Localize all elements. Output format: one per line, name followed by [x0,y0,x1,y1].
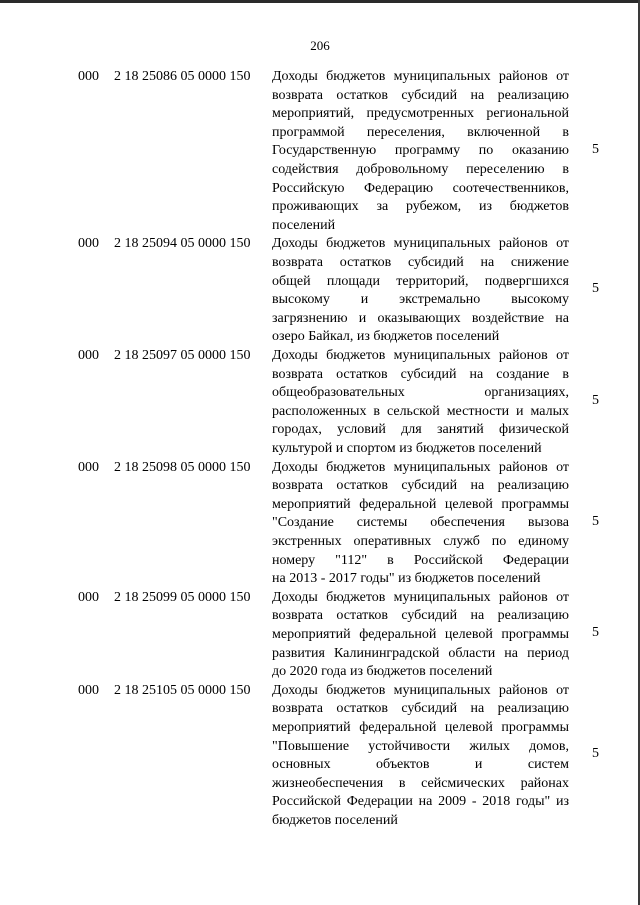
income-name-line: поселений [272,217,336,233]
income-name-line: мероприятий, предусмотренных региональной [272,106,569,122]
income-name-line: возврата остатков субсидий на реализацию [272,478,569,494]
distribution-norm: 5 [592,625,599,641]
income-name-line: основных объектов и систем [272,757,569,773]
income-name-line: высокому и экстремально высокому [272,292,569,308]
income-name-line: возврата остатков субсидий на реализацию [272,87,569,103]
income-name-line: Доходы бюджетов муниципальных районов от [272,236,569,252]
income-name-line: возврата остатков субсидий на реализацию [272,608,569,624]
distribution-norm: 5 [592,513,599,529]
income-name-line: "Создание системы обеспечения вызова [272,515,569,531]
income-name-line: Российскую Федерацию соотечественников, [272,180,569,196]
income-name-line: программой переселения, включенной в [272,124,569,140]
table-row [0,68,640,235]
income-name-line: развития Калининградской области на период [272,645,569,661]
income-name-line: Доходы бюджетов муниципальных районов от [272,69,569,84]
income-name-line: загрязнению и оказывающих воздействие на [272,310,569,326]
income-name [272,459,569,589]
page-number: 206 [310,38,330,53]
income-name-line: Доходы бюджетов муниципальных районов от [272,682,569,698]
admin-code: 000 [78,682,99,698]
admin-code: 000 [78,459,99,475]
income-name-line: Доходы бюджетов муниципальных районов от [272,589,569,605]
income-name-line: бюджетов поселений [272,812,398,828]
income-name-line: содействия добровольному переселению в [272,161,569,177]
income-name-line: возврата остатков субсидий на снижение [272,254,569,270]
income-name-line: расположенных в сельской местности и малых [272,403,569,419]
income-name-line: возврата остатков субсидий на создание в [272,366,569,382]
income-name-line: Государственную программу по оказанию [272,143,569,159]
income-name-line: экстренных оперативных служб по единому [272,533,569,549]
admin-code: 000 [78,348,99,363]
income-name-line: Доходы бюджетов муниципальных районов от [272,459,569,475]
income-name-line: жизнеобеспечения в сейсмических районах [272,775,569,791]
income-name-line: до 2020 года из бюджетов поселений [272,664,493,680]
income-name-line: общеобразовательных организациях, [272,385,569,401]
income-name [272,589,569,682]
income-name-line: Российской Федерации на 2009 - 2018 годы" из [272,794,569,810]
admin-code: 000 [78,69,99,84]
income-name-line: общей площади территорий, подвергшихся [272,273,569,289]
income-name [272,682,569,831]
table-row [0,682,640,831]
income-name-line: номеру "112" в Российской Федерации [272,552,569,568]
budget-classification-code: 2 18 25105 05 0000 150 [114,682,251,698]
budget-classification-code: 2 18 25099 05 0000 150 [114,589,251,605]
budget-classification-code: 2 18 25086 05 0000 150 [114,69,251,84]
income-name-line: проживающих за рубежом, из бюджетов [272,199,569,215]
table-row [0,459,640,589]
distribution-norm: 5 [592,392,599,408]
income-name [272,235,569,347]
income-name-line: озеро Байкал, из бюджетов поселений [272,329,500,345]
table-row [0,235,640,347]
distribution-norm: 5 [592,281,599,297]
income-name-line: мероприятий федеральной целевой программы [272,496,569,512]
income-name-line: культурой и спортом из бюджетов поселений [272,440,542,456]
admin-code: 000 [78,589,99,605]
table-row [0,589,640,682]
distribution-norm: 5 [592,141,599,157]
income-name-line: городах, условий для занятий физической [272,422,569,438]
budget-classification-code: 2 18 25098 05 0000 150 [114,459,251,475]
income-name [272,68,569,235]
income-name-line: "Повышение устойчивости жилых домов, [272,738,569,754]
income-name-line: мероприятий федеральной целевой программы [272,626,569,642]
income-name [272,347,569,459]
income-name-line: Доходы бюджетов муниципальных районов от [272,348,569,363]
budget-classification-code: 2 18 25094 05 0000 150 [114,236,251,252]
table-row [0,347,640,459]
distribution-norm: 5 [592,746,599,762]
income-name-line: мероприятий федеральной целевой программы [272,719,569,735]
scan-edge-top [0,0,640,3]
budget-classification-code: 2 18 25097 05 0000 150 [114,348,251,363]
income-name-line: возврата остатков субсидий на реализацию [272,701,569,717]
income-name-line: на 2013 - 2017 годы" из бюджетов поселений [272,571,541,587]
admin-code: 000 [78,236,99,252]
